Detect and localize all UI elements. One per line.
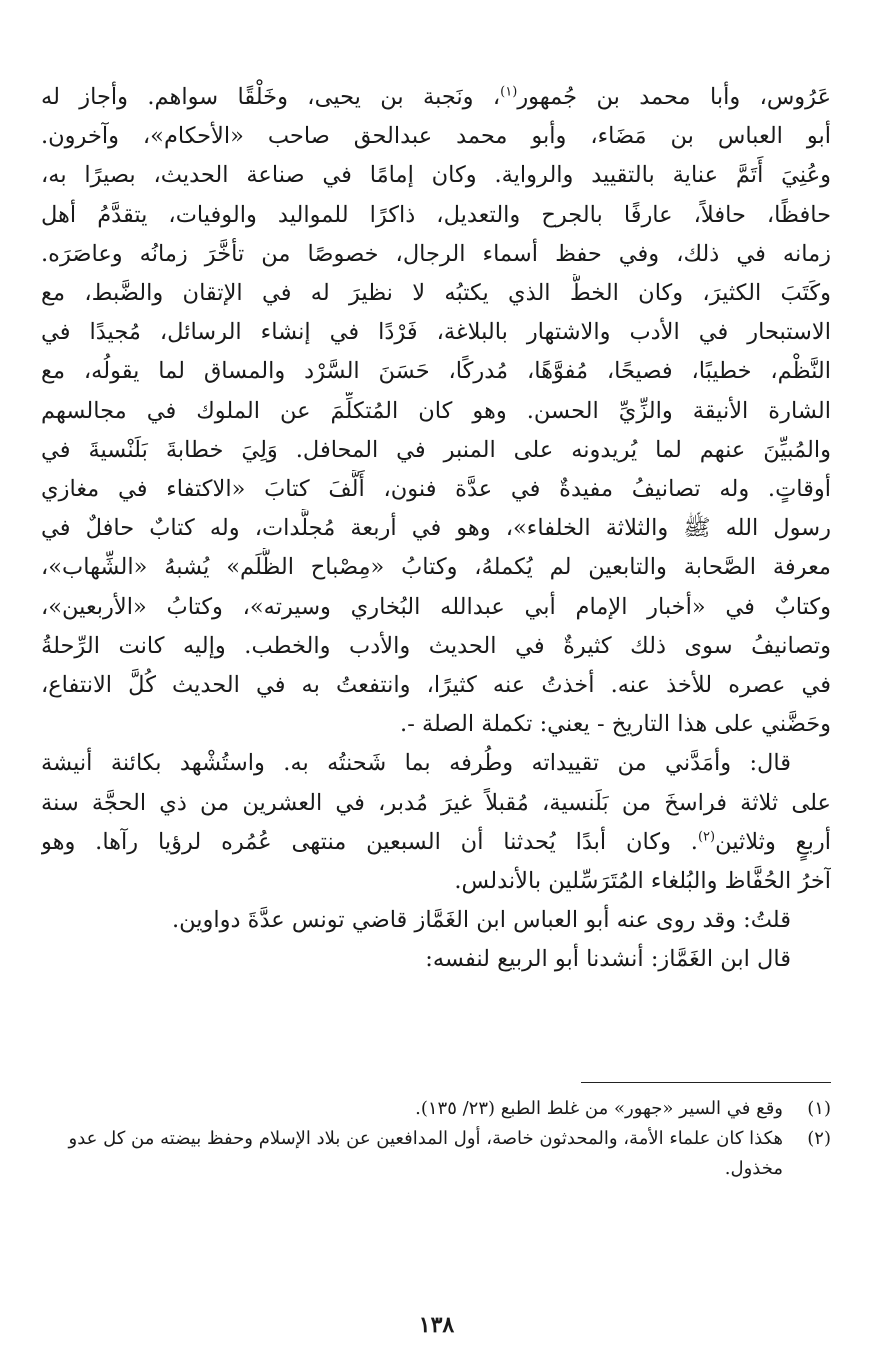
text-line: رسول الله ﷺ والثلاثة الخلفاء»، وهو في أربعة مُجلَّدات، وله كتابٌ حافلٌ في [41, 515, 831, 542]
text-line: والمُبيِّنَ عنهم لما يُريدونه على المنبر في المحافل. وَلِيَ خطابةَ بَلَنْسيةَ في [41, 436, 831, 463]
footnote-number: (١) [807, 1098, 831, 1119]
text-line: الاستبحار في الأدب والاشتهار بالبلاغة، فَرْدًا في إنشاء الرسائل، مُجيدًا في [41, 319, 831, 346]
text-line-part: أربعٍ وثلاثين [715, 828, 831, 855]
text-line: الشارة الأنيقة والزِّيِّ الحسن. وهو كان المُتكلِّمَ عن الملوك في مجالسهم [41, 397, 831, 424]
page-number: ١٣٨ [418, 1312, 455, 1338]
text-line-part: . وكان أبدًا يُحدثنا أن السبعين منتهى عُمُره لرؤيا رآها. وهو [41, 828, 698, 855]
text-line: زمانه في ذلك، وفي حفظ أسماء الرجال، خصوصًا من تأخَّرَ زمانُه وعاصَرَه. [41, 240, 831, 267]
text-line: قال: وأمَدَّني من تقييداته وطُرفه بما شَحنتُه به. واستُشْهد بكائنة أنيشة [41, 750, 791, 777]
footnotes [41, 1094, 831, 1184]
text-line: حافظًا، حافلاً، عارفًا بالجرح والتعديل، ذاكرًا للمواليد والوفيات، يتقدَّمُ أهل [41, 201, 831, 228]
footnote-text: هكذا كان علماء الأمة، والمحدثون خاصة، أول المدافعين عن بلاد الإسلام وحفظ بيضته من كل عدو مخذول. [68, 1128, 783, 1179]
text-line: أبو العباس بن مَضَاء، وأبو محمد عبدالحق صاحب «الأحكام»، وآخرون. [41, 123, 831, 150]
text-line: أوقاتٍ. وله تصانيفُ مفيدةٌ في عدَّة فنون، أَلَّفَ كتابَ «الاكتفاء في مغازي [41, 476, 831, 503]
text-line-part: عَرُوس، وأبا محمد بن جُمهور [517, 84, 831, 110]
text-line: وتصانيفُ سوى ذلك كثيرةٌ في الحديث والأدب والخطب. وإليه كانت الرِّحلةُ [41, 632, 831, 659]
text-line: النَّظْم، خطيبًا، فصيحًا، مُفوَّهًا، مُدركًا، حَسَنَ السَّرْد والمساق لما يقولُه، مع [41, 358, 831, 385]
text-line: وحَضَّني على هذا التاريخ - يعني: تكملة الصلة -. [400, 711, 831, 738]
footnote-ref-2: (٢) [697, 829, 716, 845]
text-line: في عصره للأخذ عنه. أخذتُ عنه كثيرًا، وانتفعتُ به في الحديث كُلَّ الانتفاع، [41, 672, 831, 699]
text-line: على ثلاثة فراسخَ من بَلَنسية، مُقبلاً غيرَ مُدبر، في العشرين من ذي الحجَّة سنة [41, 789, 831, 816]
text-line: آخرُ الحُفَّاظ والبُلغاء المُتَرَسِّلين بالأندلس. [454, 868, 831, 895]
text-line [41, 823, 831, 862]
main-text [41, 78, 831, 980]
text-line-part: ، ونَجبة بن يحيى، وخَلْقًا سواهم. وأجاز له [41, 84, 501, 110]
footnote-divider [581, 1082, 831, 1083]
footnote-2 [41, 1124, 831, 1184]
text-line: قال ابن الغَمَّاز: أنشدنا أبو الربيع لنفسه: [425, 946, 791, 973]
text-line [41, 78, 831, 117]
footnote-ref-1: (١) [500, 84, 518, 100]
text-line: وكَتَبَ الكثيرَ، وكان الخطُّ الذي يكتبُه لا نظيرَ له في الإتقان والضَّبط، مع [41, 280, 831, 307]
footnote-1 [41, 1094, 831, 1124]
text-line: معرفة الصَّحابة والتابعين لم يُكملهُ، وكتابُ «مِصْباح الظُّلَم» يُشبهُ «الشِّهاب»، [41, 554, 831, 581]
text-line: قلتُ: وقد روى عنه أبو العباس ابن الغَمَّاز قاضي تونس عدَّةَ دواوين. [171, 907, 791, 934]
footnote-number: (٢) [807, 1128, 831, 1149]
text-line: وعُنِيَ أَتَمَّ عناية بالتقييد والرواية. وكان إمامًا في صناعة الحديث، بصيرًا به، [41, 162, 831, 189]
text-line: وكتابٌ في «أخبار الإمام أبي عبدالله البُخاري وسيرته»، وكتابُ «الأربعين»، [41, 593, 831, 620]
footnote-text: وقع في السير «جهور» من غلط الطبع (٢٣/ ١٣٥). [415, 1098, 783, 1119]
